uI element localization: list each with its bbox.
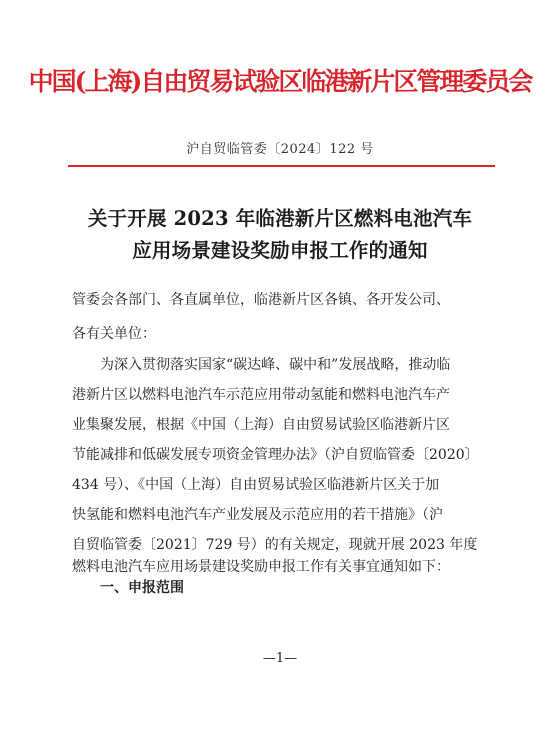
recipients-text: 各有关单位： <box>72 326 156 342</box>
body-text: 节能减排和低碳发展专项资金管理办法》（沪自贸临管委〔2020〕 <box>72 447 479 463</box>
body-text: 自贸临管委〔2021〕729 号）的有关规定，现就开展 2023 年度 <box>72 537 478 553</box>
body-text: 快氢能和燃料电池汽车产业发展及示范应用的若干措施》（沪 <box>72 507 443 523</box>
document-title-line-2: 应用场景建设奖励申报工作的通知 <box>132 239 428 262</box>
document-number: 沪自贸临管委〔2024〕122 号 <box>186 142 374 157</box>
document-title-line-1: 关于开展 2023 年临港新片区燃料电池汽车 <box>87 207 473 230</box>
body-text: 燃料电池汽车应用场景建设奖励申报工作有关事宜通知如下： <box>72 559 450 575</box>
body-text: 业集聚发展，根据《中国（上海）自由贸易试验区临港新片区 <box>72 417 450 433</box>
body-text: 434 号）、《中国（上海）自由贸易试验区临港新片区关于加 <box>72 477 440 493</box>
issuing-organization-header: 中国(上海)自由贸易试验区临港新片区管理委员会 <box>28 67 532 96</box>
page-number: —1— <box>262 651 298 666</box>
section-heading: 一、申报范围 <box>100 580 184 596</box>
body-text: 为深入贯彻落实国家“碳达峰、碳中和”发展战略，推动临 <box>100 357 451 373</box>
recipients-text: 管委会各部门、各直属单位，临港新片区各镇、各开发公司、 <box>72 292 450 308</box>
red-divider-line <box>68 165 495 167</box>
body-text: 港新片区以燃料电池汽车示范应用带动氢能和燃料电池汽车产 <box>72 387 450 403</box>
